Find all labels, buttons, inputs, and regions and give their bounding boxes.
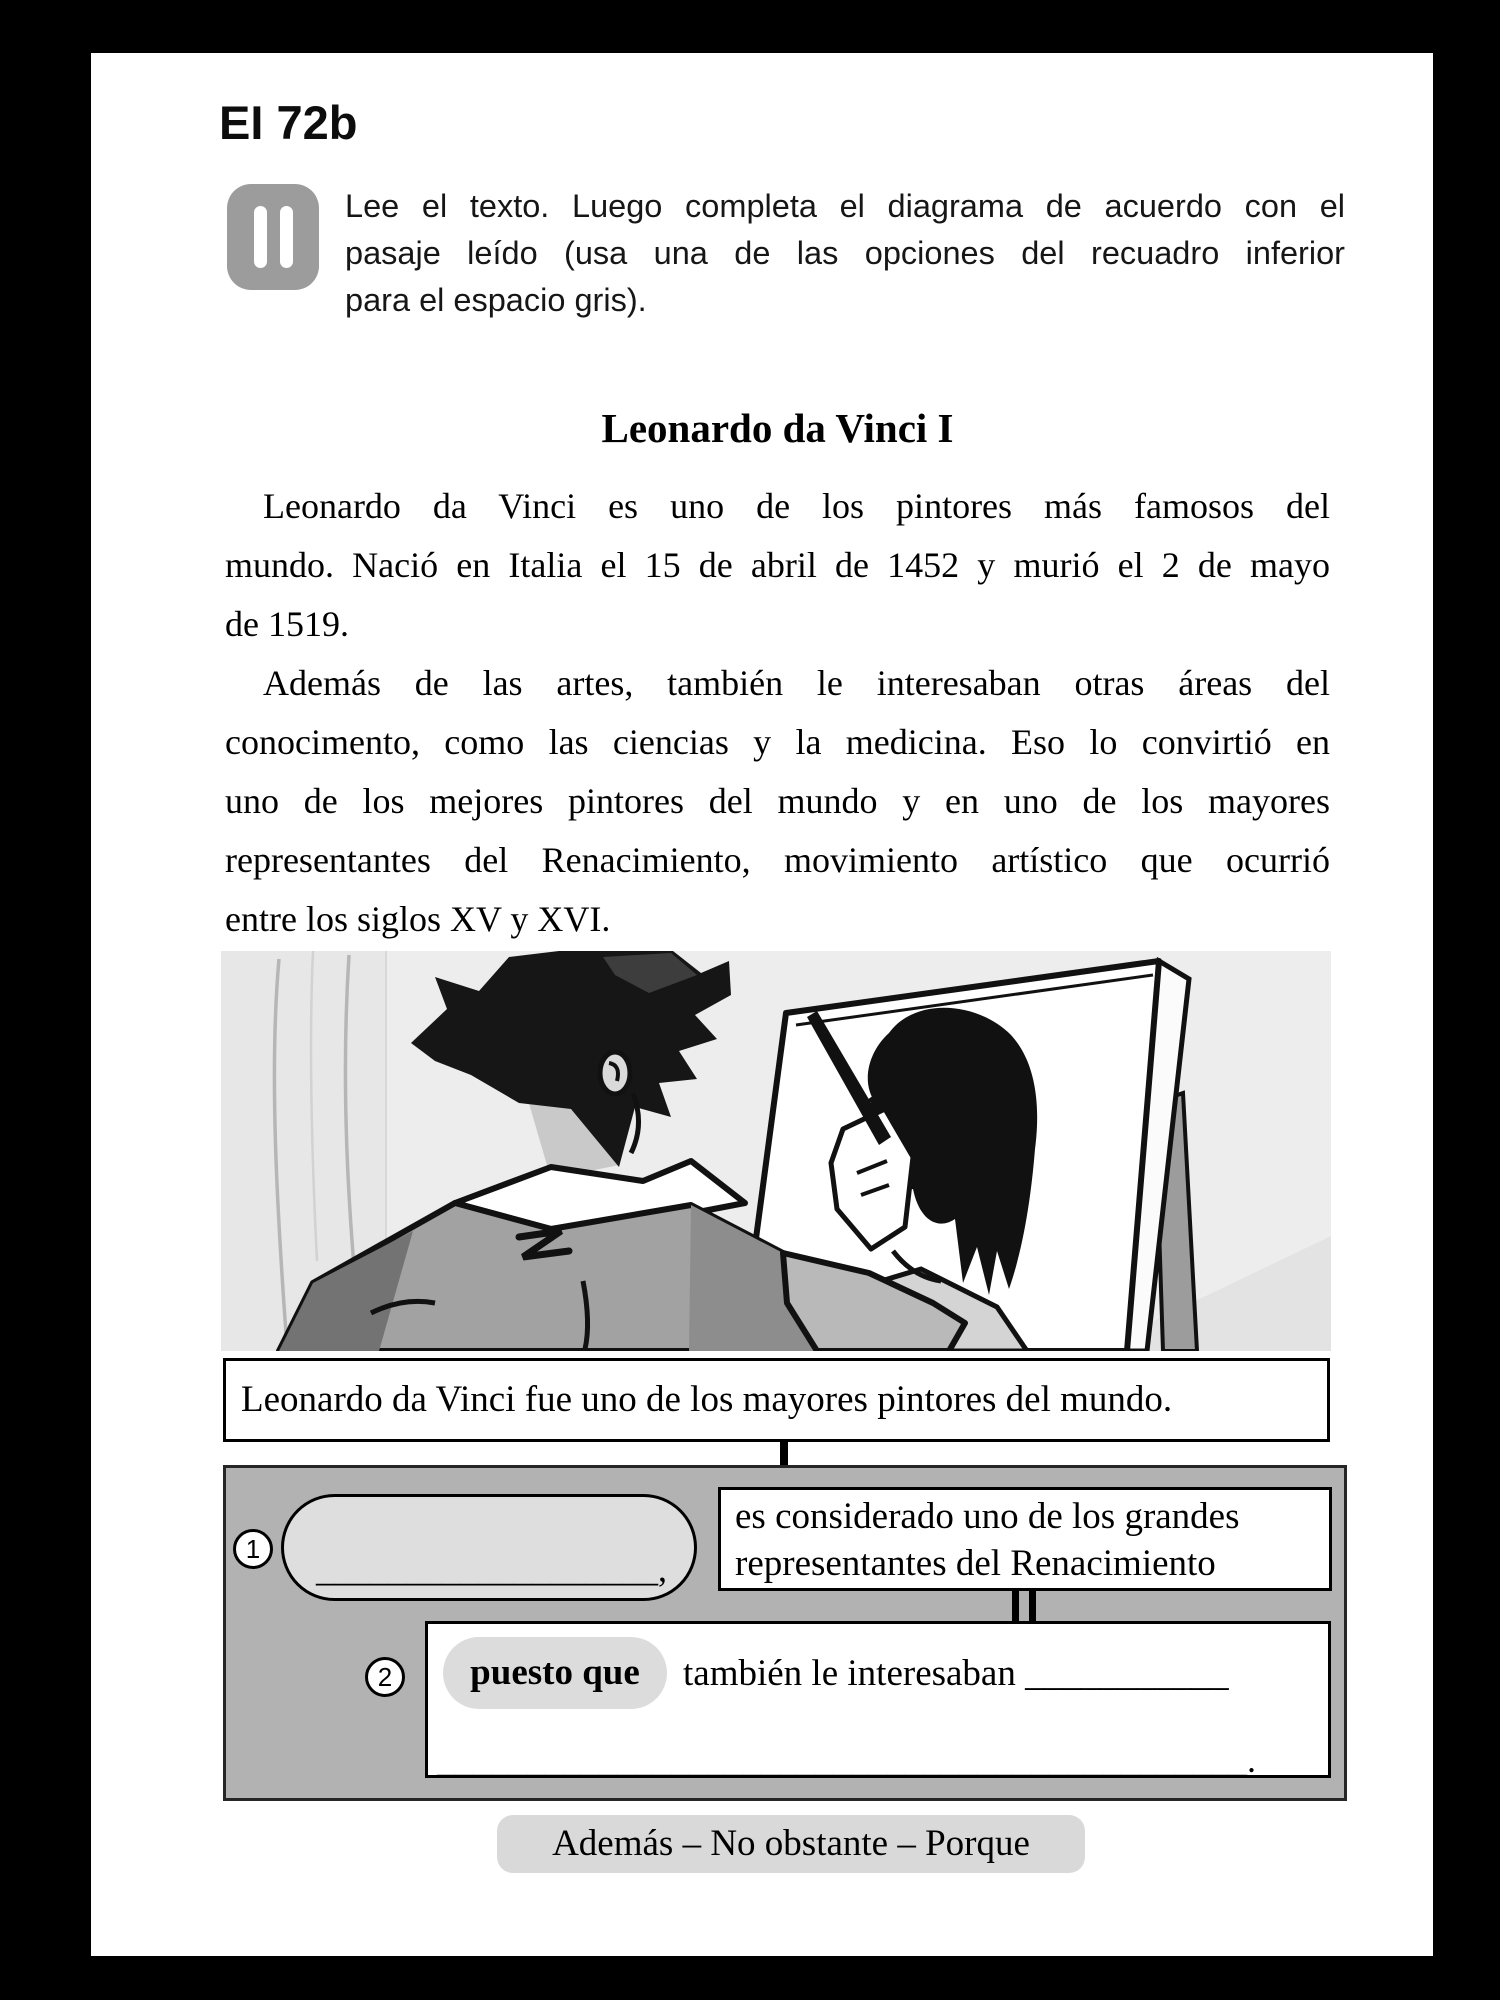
paragraph-line: de 1519.	[225, 604, 349, 644]
node1-line: es considerado uno de los grandes	[735, 1496, 1240, 1537]
double-connector-line-right	[1029, 1589, 1036, 1621]
paragraph-1	[225, 477, 1330, 654]
number-2-badge: 2	[365, 1657, 405, 1697]
instruction-line: Lee el texto. Luego completa el diagrama de acuerdo con el	[345, 188, 1345, 224]
number-1-badge: 1	[233, 1529, 273, 1569]
paragraph-2	[225, 654, 1330, 949]
illustration-svg	[221, 951, 1331, 1351]
main-statement-box: Leonardo da Vinci fue uno de los mayores pintores del mundo.	[223, 1358, 1330, 1442]
double-connector-line-left	[1012, 1589, 1019, 1621]
paragraph-line: mundo. Nació en Italia el 15 de abril de 1452 y murió el 2 de mayo	[225, 545, 1330, 585]
pause-bar-left	[254, 206, 267, 268]
paragraph-line: uno de los mejores pintores del mundo y en uno de los mayores	[225, 781, 1330, 821]
connector-vertical-line	[780, 1442, 788, 1466]
reading-title: Leonardo da Vinci I	[601, 405, 954, 451]
blank-line-1: ___________________,	[316, 1549, 667, 1589]
paragraph-line: Leonardo da Vinci es uno de los pintores más famosos del	[263, 486, 1330, 526]
instruction-line: pasaje leído (usa una de las opciones del recuadro inferior	[345, 235, 1345, 271]
node2-sentence-text: también le interesaban	[683, 1653, 1026, 1694]
unit-code: EI 72b	[219, 96, 358, 149]
puesto-que-pill: puesto que	[443, 1637, 667, 1709]
instruction-text	[345, 183, 1345, 324]
illustration-painter-at-easel	[221, 951, 1331, 1351]
page	[91, 53, 1433, 1956]
node1-text-box	[718, 1487, 1332, 1591]
exercise-pause-icon	[227, 184, 319, 290]
blank-connector-pill	[281, 1494, 697, 1601]
node1-line: representantes del Renacimiento	[735, 1543, 1216, 1584]
paragraph-line: conocimento, como las ciencias y la medicina. Eso lo convirtió en	[225, 722, 1330, 762]
paragraph-line: representantes del Renacimiento, movimiento artístico que ocurrió	[225, 840, 1330, 880]
blank-line-2: ___________	[1025, 1653, 1229, 1694]
node2-sentence	[683, 1649, 1229, 1699]
options-word-bank: Además – No obstante – Porque	[497, 1815, 1085, 1873]
paragraph-line: entre los siglos XV y XVI.	[225, 899, 611, 939]
paragraph-line: Además de las artes, también le interesaban otras áreas del	[263, 663, 1330, 703]
blank-line-3: _____________________________________________.	[437, 1740, 1256, 1780]
pause-bar-right	[280, 206, 293, 268]
instruction-line: para el espacio gris).	[345, 282, 647, 318]
